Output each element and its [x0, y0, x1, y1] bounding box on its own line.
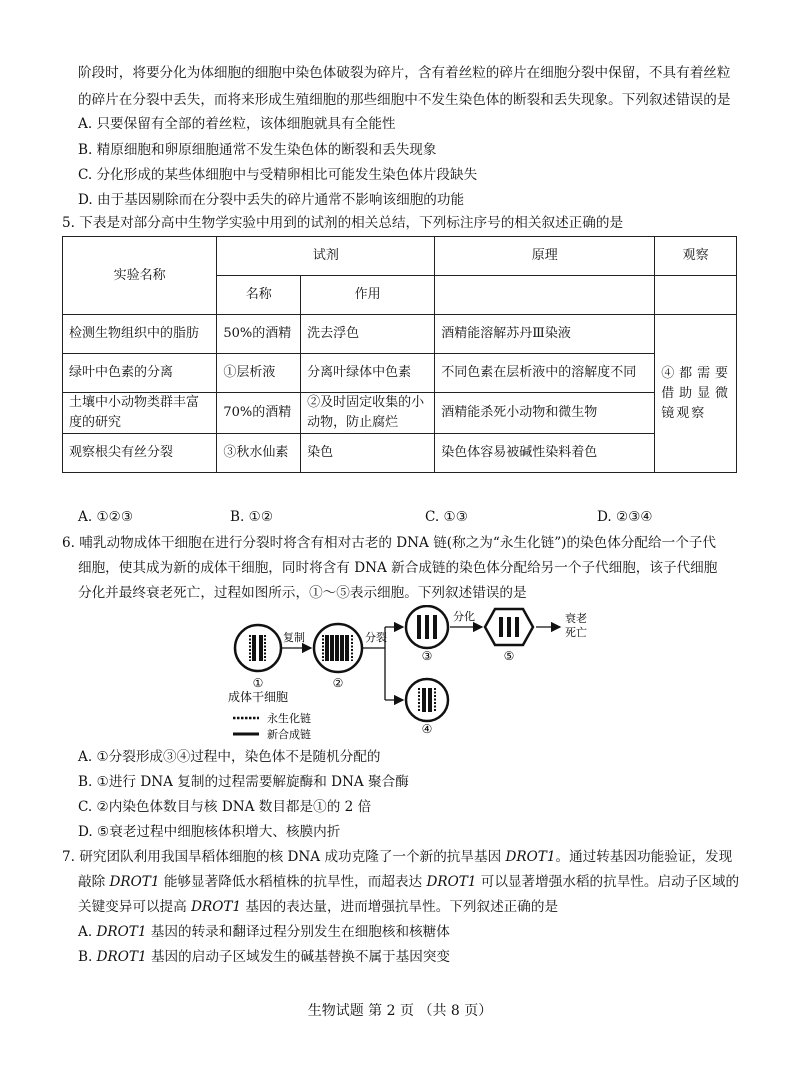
row1-principle: 酒精能溶解苏丹Ⅲ染液 — [435, 315, 655, 354]
q4-stem-line-2: 的碎片在分裂中丢失，而将来形成生殖细胞的那些细胞中不发生染色体的断裂和丢失现象。下列叙述错误的是 — [78, 92, 731, 108]
legend-immortal: 永生化链 — [267, 712, 311, 725]
cell-5 — [485, 609, 533, 645]
q6-option-d: D. ⑤衰老过程中细胞核体积增大、核膜内折 — [78, 824, 341, 840]
header-experiment-name: 实验名称 — [63, 237, 217, 315]
header-reagent-name: 名称 — [217, 276, 301, 315]
q6-stem-line-1: 6. 哺乳动物成体干细胞在进行分裂时将含有相对古老的 DNA 链(称之为“永生化链”)的染色体分配给一个子代 — [62, 535, 716, 551]
cell-1 — [235, 625, 281, 671]
cell-2 — [314, 624, 362, 672]
label-senescence: 衰老 — [565, 612, 587, 625]
q4-stem-line-1: 阶段时，将要分化为体细胞的细胞中染色体破裂为碎片，含有着丝粒的碎片在细胞分裂中保留，不具有着丝粒 — [78, 65, 731, 81]
label-replicate: 复制 — [283, 631, 305, 644]
cell-4 — [406, 679, 448, 721]
row2-use: 分离叶绿体中色素 — [301, 354, 435, 393]
q6-option-a: A. ①分裂形成③④过程中，染色体不是随机分配的 — [78, 749, 381, 765]
q7-stem-line-1: 7. 研究团队利用我国旱稻体细胞的核 DNA 成功克隆了一个新的抗旱基因 DROT1。通过转基因功能验证，发现 — [62, 849, 733, 865]
q6-option-c: C. ②内染色体数目与核 DNA 数目都是①的 2 倍 — [78, 799, 372, 815]
q4-option-a: A. 只要保留有全部的着丝粒，该体细胞就具有全能性 — [78, 116, 396, 132]
q7-option-b: B. DROT1 基因的启动子区域发生的碱基替换不属于基因突变 — [78, 949, 451, 965]
cell-1-caption: 成体干细胞 — [227, 690, 289, 704]
q5-option-d: D. ②③④ — [597, 509, 653, 525]
row2-reagent: ①层析液 — [217, 354, 301, 393]
row1-name: 检测生物组织中的脂肪 — [63, 315, 217, 354]
header-observe: 观察 — [655, 237, 737, 276]
legend-new: 新合成链 — [267, 728, 311, 741]
label-divide: 分裂 — [365, 631, 387, 644]
cell-5-label: ⑤ — [503, 649, 515, 663]
q5-option-c: C. ①③ — [425, 509, 468, 525]
header-principle: 原理 — [435, 237, 655, 276]
q7-stem-line-2: 敲除 DROT1 能够显著降低水稻植株的抗旱性，而超表达 DROT1 可以显著增强水稻的抗旱性。启动子区域的 — [78, 874, 740, 890]
row2-principle: 不同色素在层析液中的溶解度不同 — [435, 354, 655, 393]
cell-2-label: ② — [332, 676, 344, 690]
header-reagent: 试剂 — [217, 237, 435, 276]
row4-principle: 染色体容易被碱性染料着色 — [435, 434, 655, 473]
row4-name: 观察根尖有丝分裂 — [63, 434, 217, 473]
page-footer: 生物试题 第 2 页 （共 8 页） — [307, 1003, 493, 1019]
q4-option-d: D. 由于基因剔除而在分裂中丢失的碎片通常不影响该细胞的功能 — [78, 192, 465, 208]
stem-cell-division-diagram — [225, 605, 625, 745]
label-differentiate: 分化 — [453, 610, 475, 623]
q7-option-a: A. DROT1 基因的转录和翻译过程分别发生在细胞核和核糖体 — [78, 924, 450, 940]
q6-option-b: B. ①进行 DNA 复制的过程需要解旋酶和 DNA 聚合酶 — [78, 774, 409, 790]
q4-option-b: B. 精原细胞和卵原细胞通常不发生染色体的断裂和丢失现象 — [78, 142, 437, 158]
row1-reagent: 50%的酒精 — [217, 315, 301, 354]
header-reagent-use: 作用 — [301, 276, 435, 315]
q6-stem-line-2: 细胞，使其成为新的成体干细胞，同时将含有 DNA 新合成链的染色体分配给另一个子代细胞，该子代细胞 — [78, 560, 718, 576]
row3-principle: 酒精能杀死小动物和微生物 — [435, 393, 655, 434]
q5-option-b: B. ①② — [230, 509, 274, 525]
cell-3 — [406, 606, 448, 648]
cell-3-label: ③ — [421, 649, 433, 663]
q7-stem-line-3: 关键变异可以提高 DROT1 基因的表达量，进而增强抗旱性。下列叙述正确的是 — [78, 899, 559, 915]
q5-option-a: A. ①②③ — [78, 509, 134, 525]
reagent-table — [62, 236, 737, 473]
cell-1-label: ① — [252, 676, 264, 690]
row3-use: ②及时固定收集的小动物，防止腐烂 — [301, 393, 435, 434]
row2-name: 绿叶中色素的分离 — [63, 354, 217, 393]
legend — [233, 711, 311, 741]
header-principle-blank — [435, 276, 655, 315]
q6-stem-line-3: 分化并最终衰老死亡，过程如图所示，①～⑤表示细胞。下列叙述错误的是 — [78, 585, 527, 601]
row3-name: 土壤中小动物类群丰富度的研究 — [63, 393, 217, 434]
label-death: 死亡 — [565, 626, 587, 639]
header-observe-blank — [655, 276, 737, 315]
observe-note: ④都需要借助显微镜观察 — [655, 315, 737, 473]
row3-reagent: 70%的酒精 — [217, 393, 301, 434]
q5-stem: 5. 下表是对部分高中生物学实验中用到的试剂的相关总结，下列标注序号的相关叙述正确的是 — [62, 215, 624, 231]
q4-option-c: C. 分化形成的某些体细胞中与受精卵相比可能发生染色体片段缺失 — [78, 167, 478, 183]
row4-use: 染色 — [301, 434, 435, 473]
cell-4-label: ④ — [421, 722, 433, 736]
row1-use: 洗去浮色 — [301, 315, 435, 354]
row4-reagent: ③秋水仙素 — [217, 434, 301, 473]
